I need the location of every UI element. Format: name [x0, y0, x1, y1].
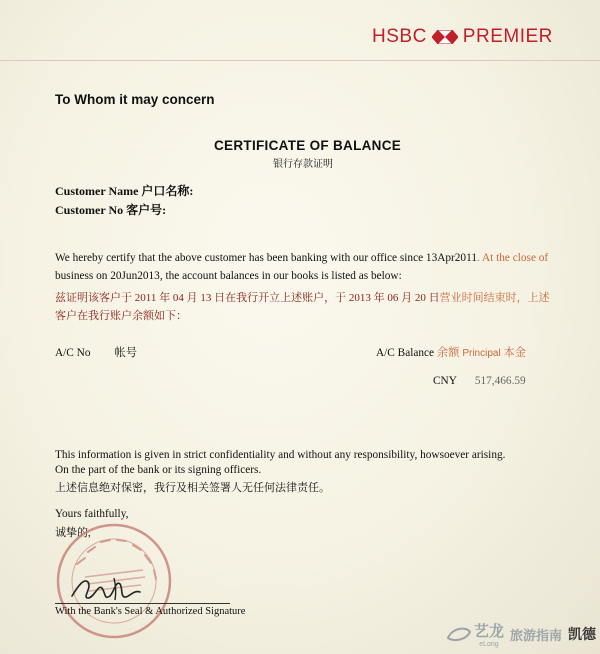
watermark-site: 艺龙: [473, 623, 504, 640]
balance-amount: [433, 375, 526, 387]
watermark-site-en: eLong: [479, 641, 499, 648]
confidentiality-text-en-2: On the part of the bank or its signing officers.: [55, 464, 262, 476]
signature-line: [55, 603, 230, 604]
document-title: CERTIFICATE OF BALANCE: [214, 138, 402, 153]
watermark-partner: 凯德: [568, 627, 596, 643]
customer-no-label: Customer No 客户号:: [55, 203, 167, 217]
balance-currency: CNY: [433, 375, 457, 387]
balance-value: 517,466.59: [474, 375, 526, 387]
brand-name-right: PREMIER: [462, 26, 553, 47]
confidentiality-text-en-1: This information is given in strict confidentiality and without any responsibility, howsoever arising.: [55, 449, 506, 461]
hsbc-hexagon-icon: [432, 30, 458, 44]
account-number-label: A/C No 帐号: [55, 347, 138, 359]
closing-en: Yours faithfully,: [55, 508, 129, 520]
authorized-signature: [68, 570, 148, 604]
header-rule: [0, 60, 600, 61]
hsbc-premier-logo: [372, 26, 553, 48]
certification-paragraph-en-line-2: business on 20Jun2013, the account balances in our books is listed as below:: [55, 270, 402, 282]
watermark: [446, 620, 596, 648]
account-balance-label: A/C Balance 余额 Principal 本金: [376, 347, 527, 359]
confidentiality-text-zh: 上述信息绝对保密，我行及相关签署人无任何法律责任。: [55, 482, 330, 494]
watermark-guide: 旅游指南: [509, 627, 562, 643]
certification-paragraph-zh-line-2: 客户在我行账户余额如下：: [55, 310, 187, 322]
document-title-zh: 银行存款证明: [273, 159, 333, 170]
addressee: To Whom it may concern: [55, 92, 215, 107]
elong-logo-icon: [446, 624, 472, 644]
certification-paragraph-en-line-1: We hereby certify that the above customer has been banking with our office since 13Apr2011. At the close of: [55, 252, 549, 264]
certification-paragraph-zh-line-1: 兹证明该客户于 2011 年 04 月 13 日在我行开立上述账户，于 2013 年 06 月 20 日营业时间结束时，上述: [55, 292, 550, 304]
signature-caption: With the Bank's Seal & Authorized Signature: [55, 606, 246, 617]
brand-name-left: HSBC: [372, 26, 427, 47]
customer-name-label: Customer Name 户口名称:: [55, 184, 194, 198]
closing-zh: 诚挚的,: [55, 527, 91, 539]
balance-date: 20Jun2013: [110, 270, 160, 282]
open-date: 13Apr2011: [425, 252, 477, 264]
